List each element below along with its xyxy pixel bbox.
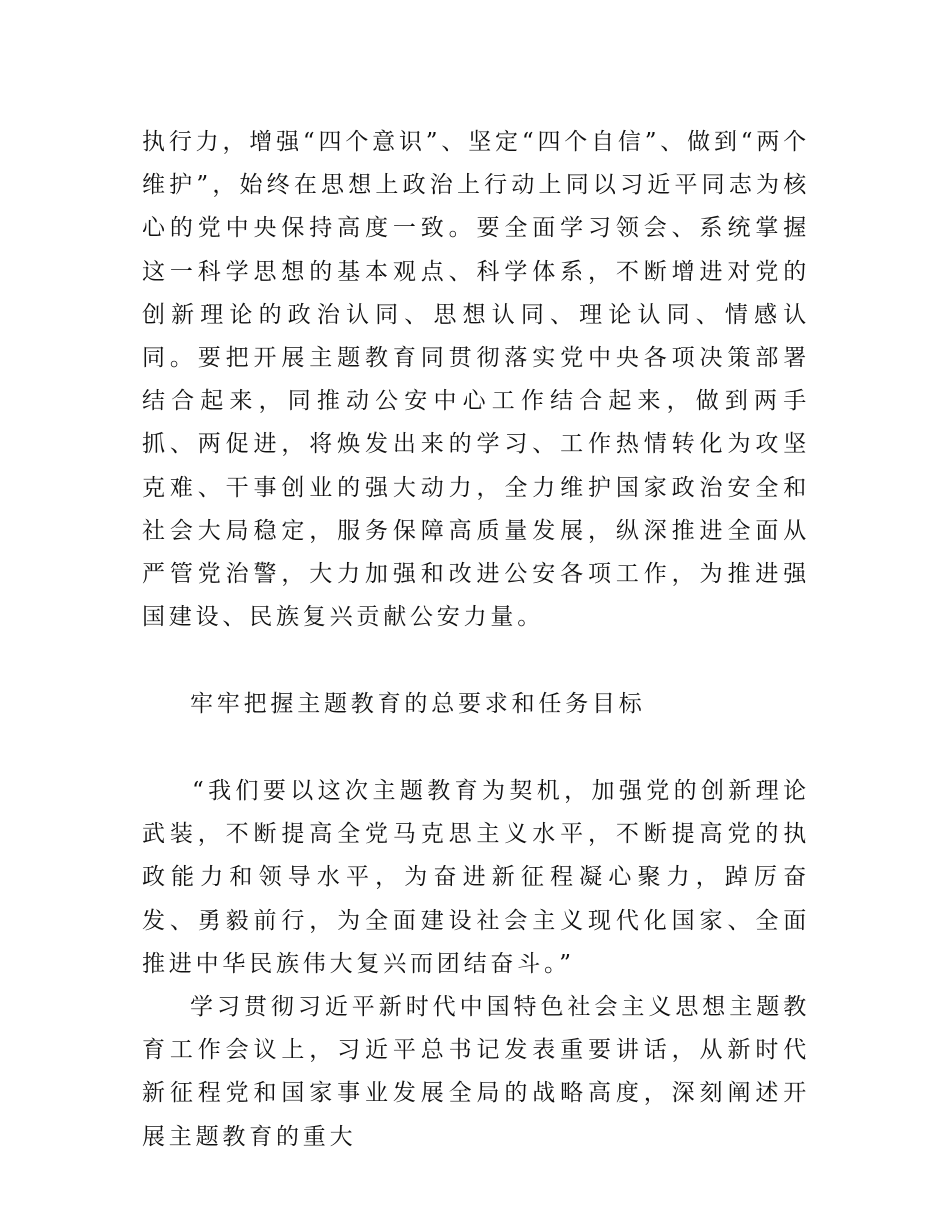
body-paragraph-quote: “我们要以这次主题教育为契机，加强党的创新理论武装，不断提高全党马克思主义水平，不断提高党的执政能力和领导水平，为奋进新征程凝心聚力，踔厉奋发、勇毅前行，为全面建设社会主义现代化国家、全面推进中华民族伟大复兴而团结奋斗。” (142, 778, 810, 977)
body-paragraph-1: 执行力，增强“四个意识”、坚定“四个自信”、做到“两个维护”，始终在思想上政治上行动上同以习近平同志为核心的党中央保持高度一致。要全面学习领会、系统掌握这一科学思想的基本观点、科学体系，不断增进对党的创新理论的政治认同、思想认同、理论认同、情感认同。要把开展主题教育同贯彻落实党中央各项决策部署结合起来，同推动公安中心工作结合起来，做到两手抓、两促进，将焕发出来的学习、工作热情转化为攻坚克难、干事创业的强大动力，全力维护国家政治安全和社会大局稳定，服务保障高质量发展，纵深推进全面从严管党治警，大力加强和改进公安各项工作，为推进强国建设、民族复兴贡献公安力量。 (142, 129, 810, 631)
section-heading: 牢牢把握主题教育的总要求和任务目标 (190, 691, 646, 717)
body-paragraph-3: 学习贯彻习近平新时代中国特色社会主义思想主题教育工作会议上，习近平总书记发表重要讲话，从新时代新征程党和国家事业发展全局的战略高度，深刻阐述开展主题教育的重大 (142, 994, 810, 1150)
